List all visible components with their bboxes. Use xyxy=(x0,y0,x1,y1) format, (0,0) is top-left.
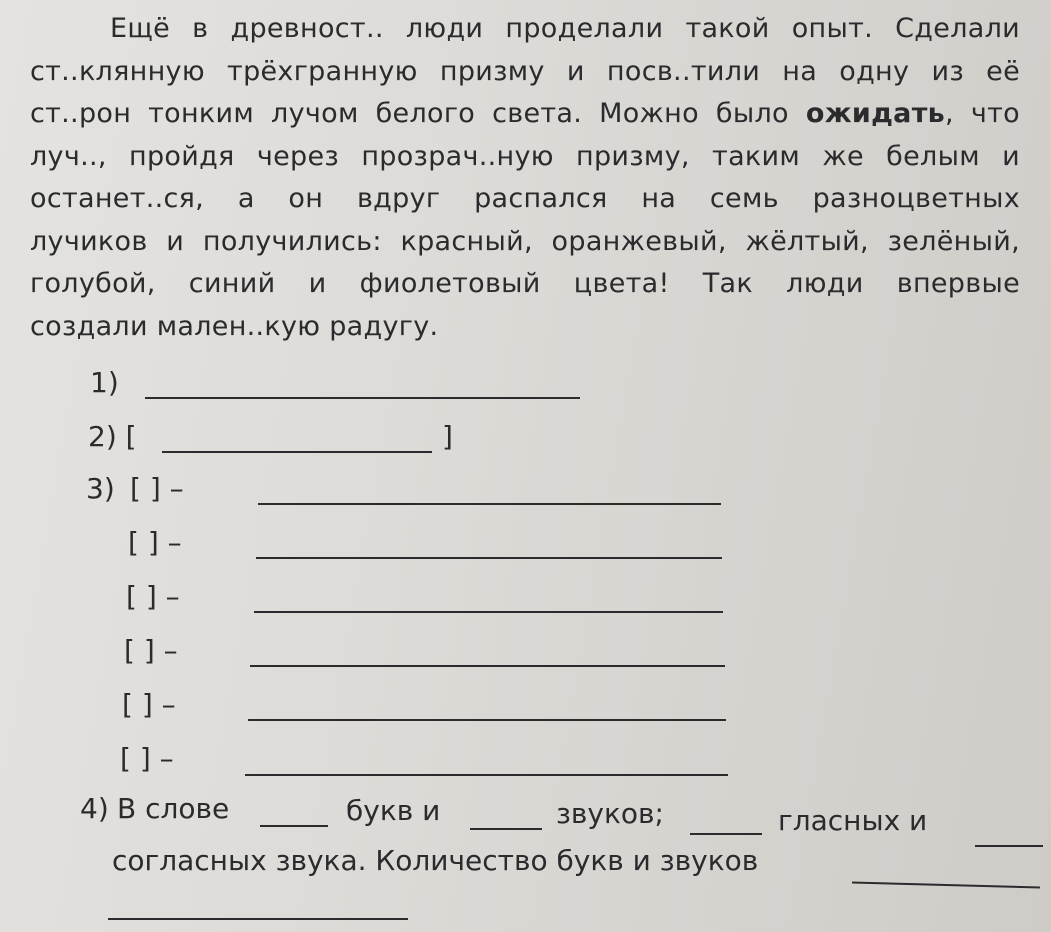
task-2-label: 2) [ xyxy=(88,420,137,453)
paragraph-line-8: создали мален..кую радугу. xyxy=(30,310,439,342)
task-1-label: 1) xyxy=(90,366,119,399)
task-4-label: 4) xyxy=(80,792,109,825)
sound-bracket-6: [ ] – xyxy=(120,742,174,775)
sound-bracket-4: [ ] – xyxy=(124,634,178,667)
comparison-blank-2[interactable] xyxy=(108,918,408,920)
paragraph-line-2: ст..клянную трёхгранную призму и посв..тили на одну из её xyxy=(30,55,1020,87)
task-4-word-3: звуков; xyxy=(556,797,664,830)
sound-bracket-3: [ ] – xyxy=(126,580,180,613)
bold-word: ожидать xyxy=(805,98,946,129)
task-4-line-2: согласных звука. Количество букв и звуков xyxy=(112,844,759,877)
sound-bracket-2: [ ] – xyxy=(128,526,182,559)
line3-text-before: ст..рон тонким лучом белого света. Можно было xyxy=(30,98,806,129)
task-4-word-2: букв и xyxy=(346,794,441,827)
exercise-paragraph xyxy=(30,8,1020,348)
task-4-word-4: гласных и xyxy=(778,804,928,837)
sound-bracket-1: [ ] – xyxy=(130,472,184,505)
paragraph-line-3 xyxy=(30,93,1020,136)
paragraph-line-7: голубой, синий и фиолетовый цвета! Так люди впервые xyxy=(30,268,1020,299)
sound-answer-line-5[interactable] xyxy=(248,719,726,721)
sound-answer-line-4[interactable] xyxy=(250,665,725,667)
paragraph-line-4: луч.., пройдя через прозрач..ную призму, таким же белым и xyxy=(30,140,1020,172)
paragraph-line-1: Ещё в древност.. люди проделали такой опыт. Сделали xyxy=(110,13,1020,44)
line3-text-after: , что xyxy=(945,98,1020,129)
paragraph-line-5: останет..ся, а он вдруг распался на семь разноцветных xyxy=(30,183,1020,214)
task-1-answer-line[interactable] xyxy=(145,397,580,399)
task-2-answer-line[interactable] xyxy=(162,451,432,453)
sounds-count-blank[interactable] xyxy=(470,828,542,830)
comparison-blank-1[interactable] xyxy=(852,882,1040,889)
vowels-count-blank[interactable] xyxy=(690,833,762,835)
sound-answer-line-6[interactable] xyxy=(245,774,728,776)
sound-bracket-5: [ ] – xyxy=(122,688,176,721)
task-3-label: 3) xyxy=(86,472,115,505)
sound-answer-line-3[interactable] xyxy=(254,611,723,613)
paragraph-line-6: лучиков и получились: красный, оранжевый, жёлтый, зелёный, xyxy=(30,225,1020,257)
letters-count-blank[interactable] xyxy=(260,825,328,827)
sound-answer-line-1[interactable] xyxy=(258,503,721,505)
consonants-count-blank[interactable] xyxy=(975,845,1043,847)
task-2-close-bracket: ] xyxy=(442,420,453,453)
task-4-word-1: В слове xyxy=(117,792,230,825)
sound-answer-line-2[interactable] xyxy=(256,557,722,559)
